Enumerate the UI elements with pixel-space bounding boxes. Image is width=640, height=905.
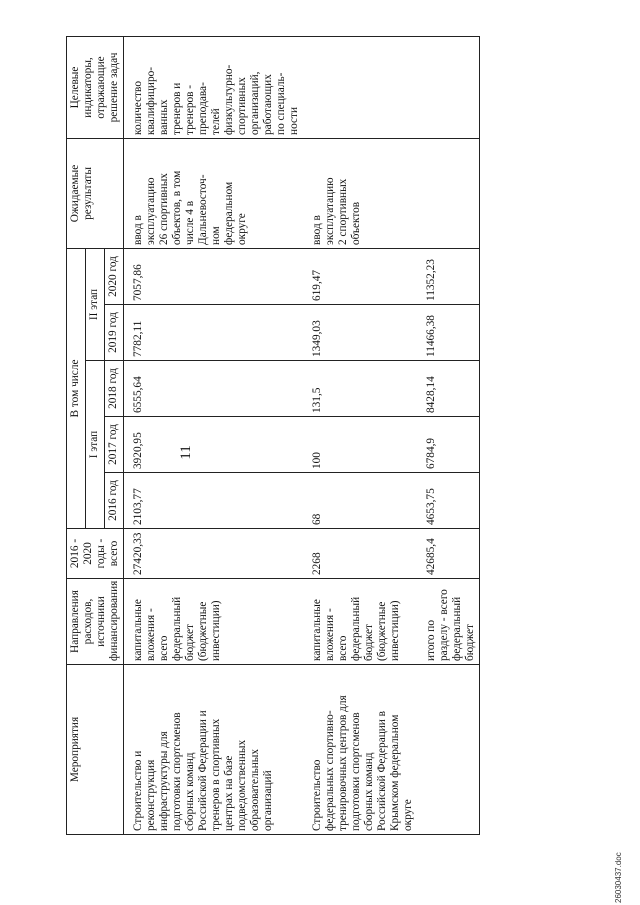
cell-2019: 1349,03 — [303, 305, 417, 361]
header-year-2019: 2019 год — [104, 305, 123, 361]
cell-activity: Строительство федеральных спортивно- тренировочных центров для подготовки спортсменов сборных команд Российской Федерации в Крымском федеральном округе — [303, 665, 417, 835]
header-direction: Направления расходов, источники финансирования — [67, 579, 124, 665]
cell-2016: 4653,75 — [417, 473, 479, 529]
header-year-2018: 2018 год — [104, 361, 123, 417]
header-total: 2016 - 2020 годы - всего — [67, 529, 124, 579]
header-stage-2: II этап — [85, 248, 104, 360]
table-header — [67, 36, 124, 834]
cell-total: 42685,4 — [417, 529, 479, 579]
table-row-total — [417, 36, 479, 834]
cell-expected: ввод в эксплуатацию 26 спортивных объектов, в том числе 4 в Дальневосточ- ном федеральном округе — [123, 138, 302, 248]
cell-direction: капитальные вложения - всего федеральный бюджет (бюджетные инвестиции) — [123, 579, 302, 665]
footer-file-code: 26030437.doc — [614, 852, 623, 903]
cell-2018: 131,5 — [303, 361, 417, 417]
cell-indicators — [417, 36, 479, 138]
table-row — [123, 36, 302, 834]
page-number: 11 — [178, 445, 194, 460]
cell-indicators: количество квалифициро- ванных тренеров и тренеров - преподава- телей физкультурно- спортивных организаций, работающих по специаль- ности — [123, 36, 302, 138]
table-row — [303, 36, 417, 834]
cell-2019: 7782,11 — [123, 305, 302, 361]
cell-expected: ввод в эксплуатацию 2 спортивных объектов — [303, 138, 417, 248]
header-indicators: Целевые индикаторы, отражающие решение задач — [67, 36, 124, 138]
cell-2020: 7057,86 — [123, 248, 302, 304]
program-table — [66, 36, 480, 835]
cell-2020: 619,47 — [303, 248, 417, 304]
cell-2017: 100 — [303, 417, 417, 473]
cell-2017: 3920,95 — [123, 417, 302, 473]
cell-2017: 6784,9 — [417, 417, 479, 473]
header-stage-1: I этап — [85, 361, 104, 529]
header-year-2016: 2016 год — [104, 473, 123, 529]
cell-activity: Строительство и реконструкция инфраструктуры для подготовки спортсменов сборных команд Российской Федерации и тренеров в спортивных центрах на базе подведомственных образовательных организаций — [123, 665, 302, 835]
header-year-2020: 2020 год — [104, 248, 123, 304]
cell-2018: 8428,14 — [417, 361, 479, 417]
cell-activity — [417, 665, 479, 835]
cell-2019: 11466,38 — [417, 305, 479, 361]
cell-direction: итого по разделу - всего федеральный бюджет — [417, 579, 479, 665]
cell-2020: 11352,23 — [417, 248, 479, 304]
cell-total: 2268 — [303, 529, 417, 579]
header-activity: Мероприятия — [67, 665, 124, 835]
header-expected: Ожидаемые результаты — [67, 138, 124, 248]
cell-2016: 2103,77 — [123, 473, 302, 529]
header-including: В том числе — [67, 248, 86, 528]
cell-2016: 68 — [303, 473, 417, 529]
cell-direction: капитальные вложения - всего федеральный бюджет (бюджетные инвестиции) — [303, 579, 417, 665]
cell-expected — [417, 138, 479, 248]
cell-total: 27420,33 — [123, 529, 302, 579]
cell-indicators — [303, 36, 417, 138]
header-year-2017: 2017 год — [104, 417, 123, 473]
table-body — [123, 36, 479, 834]
cell-2018: 6555,64 — [123, 361, 302, 417]
